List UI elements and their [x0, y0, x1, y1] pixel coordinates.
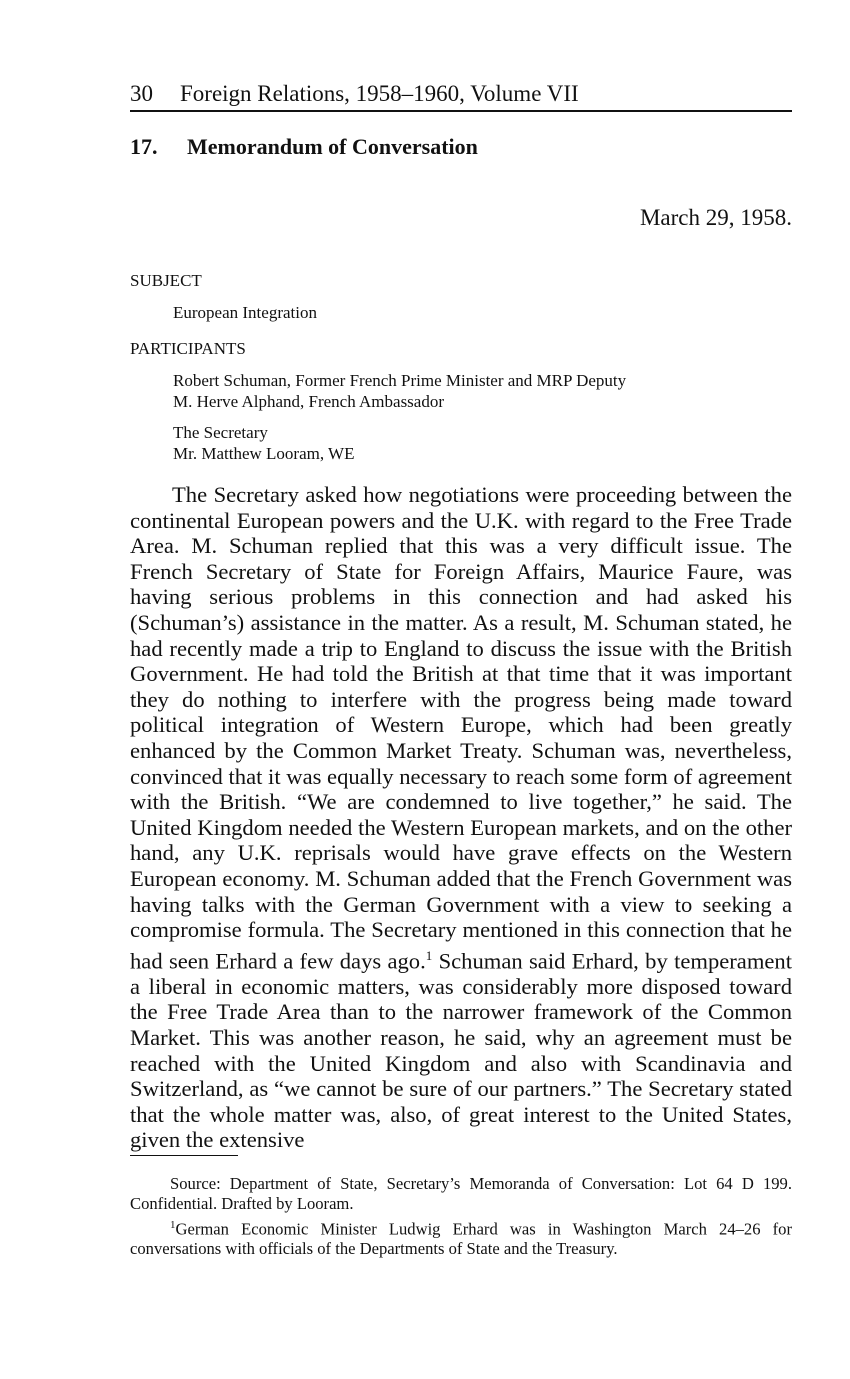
participant: M. Herve Alphand, French Ambassador	[173, 392, 445, 411]
page-number: 30	[130, 81, 153, 106]
document-title: Memorandum of Conversation	[187, 134, 478, 159]
document-date: March 29, 1958.	[639, 205, 792, 230]
participant: Mr. Matthew Looram, WE	[173, 444, 355, 463]
footnote-1-text: German Economic Minister Ludwig Erhard was in Washington March 24–26 for conversations with officials of the Departments of State and the Treasury.	[130, 1219, 792, 1259]
running-header	[130, 78, 792, 112]
subject-label: SUBJECT	[130, 271, 202, 290]
footnote-marker: 1	[170, 1219, 176, 1231]
footnote-1	[130, 1216, 792, 1259]
participants-label: PARTICIPANTS	[130, 339, 246, 358]
footnote-reference[interactable]: 1	[425, 947, 433, 963]
document-heading	[130, 133, 478, 161]
running-title: Foreign Relations, 1958–1960, Volume VII	[180, 81, 579, 106]
source-note: Source: Department of State, Secretary’s Memoranda of Conversation: Lot 64 D 199. Confidential. Drafted by Looram.	[130, 1174, 792, 1213]
memorandum-body	[130, 482, 792, 1153]
subject-text: European Integration	[173, 303, 317, 322]
body-text-part1: The Secretary asked how negotiations were proceeding between the continental European powers and the U.K. with regard to the Free Trade Area. M. Schuman replied that this was a very difficult issue. The French Secretary of State for Foreign Affairs, Maurice Faure, was having serious problems in this connection and had asked his (Schuman’s) assistance in the matter. As a result, M. Schuman stated, he had recently made a trip to England to discuss the issue with the British Government. He had told the British at that time that it was important they do nothing to interfere with the progress being made toward political integration of Western Europe, which had been greatly enhanced by the Common Market Treaty. Schuman was, nevertheless, convinced that it was equally necessary to reach some form of agreement with the British. “We are condemned to live together,” he said. The United Kingdom needed the Western European markets, and on the other hand, any U.K. reprisals would have grave effects on the Western European economy. M. Schuman added that the French Government was having talks with the German Government with a view to seeking a compromise formula. The Secretary mentioned in this connection that he had seen Erhard a few days ago.	[130, 482, 792, 974]
participant: Robert Schuman, Former French Prime Minister and MRP Deputy	[173, 371, 627, 390]
footnote-divider	[130, 1155, 238, 1156]
document-number: 17.	[130, 134, 158, 159]
body-text-part2: Schuman said Erhard, by temperament a liberal in economic matters, was considerably more disposed toward the Free Trade Area than to the narrower framework of the Common Market. This was another reason, he said, why an agreement must be reached with the United Kingdom and also with Scandinavia and Switzerland, as “we cannot be sure of our partners.” The Secretary stated that the whole matter was, also, of great interest to the United States, given the extensive	[130, 948, 793, 1153]
participant: The Secretary	[173, 423, 268, 442]
